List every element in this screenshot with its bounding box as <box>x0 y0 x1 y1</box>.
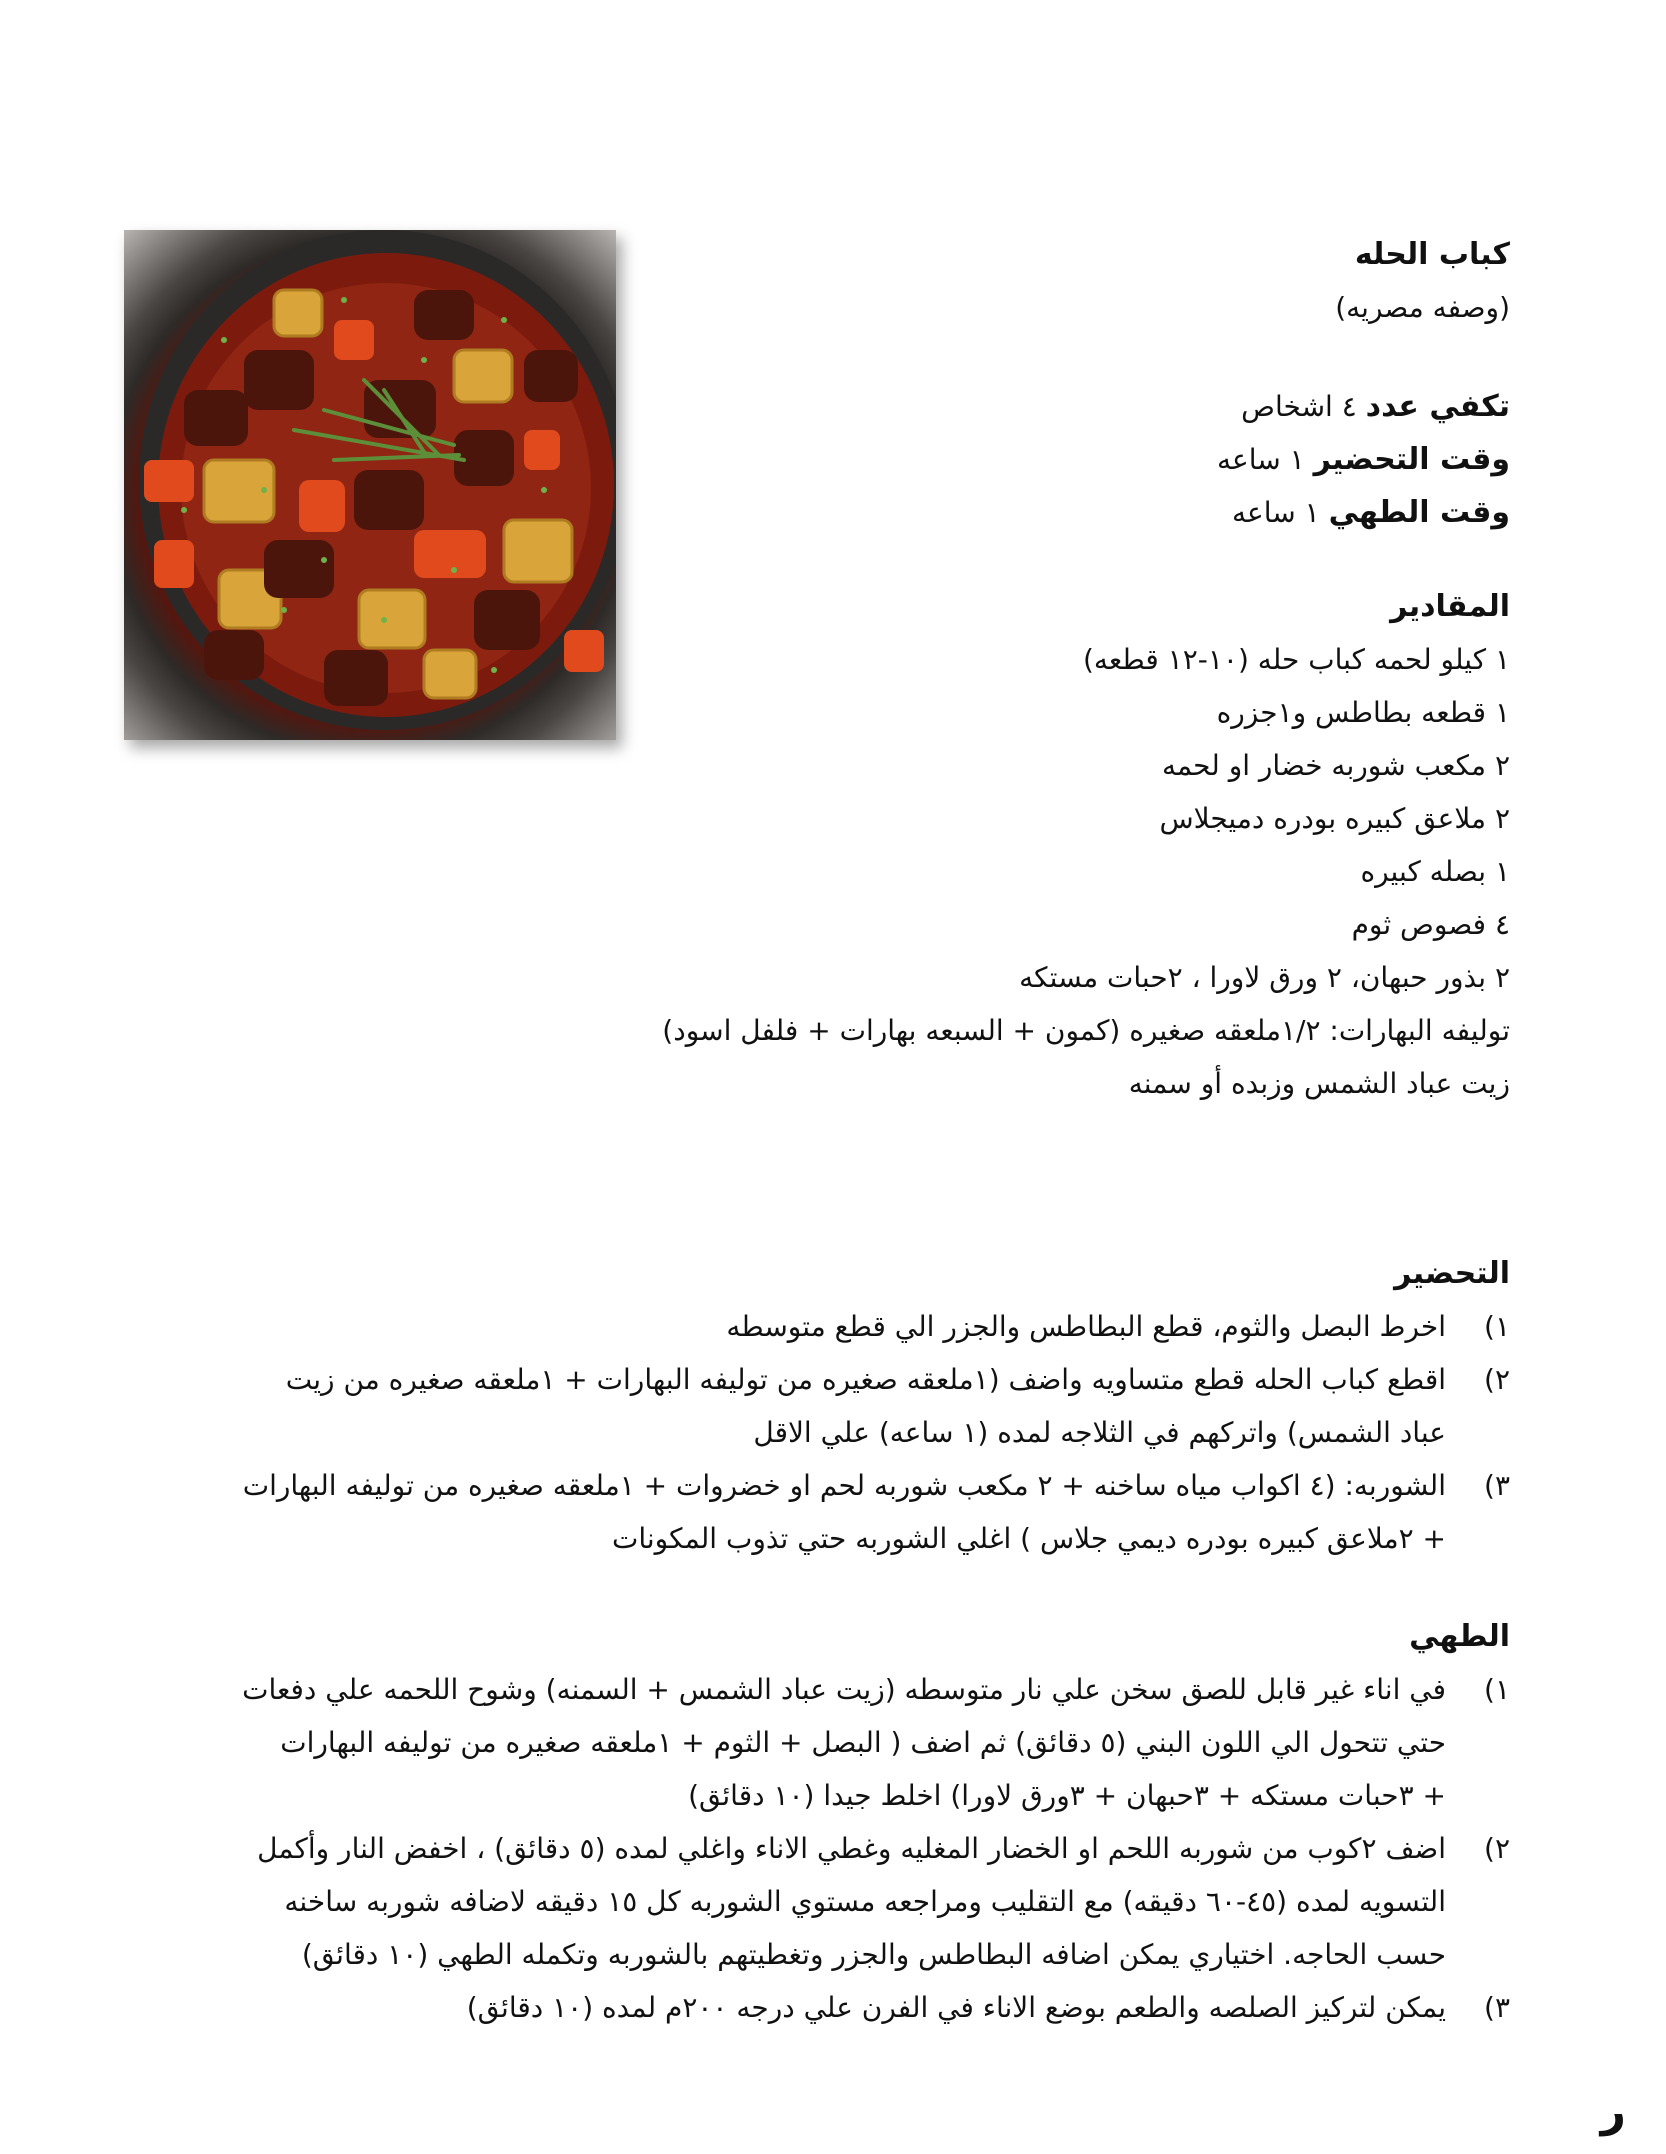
step-number: ٢) <box>1484 1832 1510 1865</box>
step-line: التسويه لمده (٤٥-٦٠ دقيقه) مع التقليب ومراجعه مستوي الشوربه كل ١٥ دقيقه لاضافه شوربه ساخنه <box>284 1885 1446 1918</box>
step-line: + ٢ملاعق كبيره بودره ديمي جلاس ) اغلي الشوربه حتي تذوب المكونات <box>611 1522 1446 1555</box>
recipe-header <box>1335 228 1510 334</box>
ingredient-item: ٤ فصوص ثوم <box>1351 908 1510 941</box>
stew-illustration <box>124 230 616 740</box>
step-line: اضف ٢كوب من شوربه اللحم او الخضار المغليه وغطي الاناء واغلي لمده (٥ دقائق) ، اخفض النار وأكمل <box>257 1832 1446 1865</box>
step-line: اقطع كباب الحله قطع متساويه واضف (١ملعقه صغيره من توليفه البهارات + ١ملعقه صغيره من زيت <box>285 1363 1446 1396</box>
ingredient-item: توليفه البهارات: ١/٢ملعقه صغيره (كمون + السبعه بهارات + فلفل اسود) <box>662 1014 1510 1047</box>
ingredient-item: ١ قطعه بطاطس و١جزره <box>1216 696 1510 729</box>
recipe-subtitle: (وصفه مصريه) <box>1335 291 1510 324</box>
prep-time-row <box>1217 433 1510 486</box>
ingredients-heading: المقادير <box>1390 589 1510 624</box>
step-line: حتي تتحول الي اللون البني (٥ دقائق) ثم اضف ( البصل + الثوم + ١ملعقه صغيره من توليفه البهارات <box>280 1726 1446 1759</box>
serves-row <box>1217 380 1510 433</box>
step-text <box>726 1300 1446 1353</box>
step-line: الشوربه: (٤ اكواب مياه ساخنه + ٢ مكعب شوربه لحم او خضروات + ١ملعقه صغيره من توليفه البهارات <box>242 1469 1446 1502</box>
preparation-section <box>80 1247 1510 1565</box>
step-line: يمكن لتركيز الصلصه والطعم بوضع الاناء في الفرن علي درجه ٢٠٠م لمده (١٠ دقائق) <box>466 1991 1446 2024</box>
step-text <box>242 1663 1446 1822</box>
cooking-section <box>80 1610 1510 2034</box>
prep-time-label: وقت التحضير <box>1313 442 1510 477</box>
ingredient-item: ٢ ملاعق كبيره بودره دميجلاس <box>1159 802 1510 835</box>
stew-photo <box>124 230 616 740</box>
ingredient-item: ٢ بذور حبهان، ٢ ورق لاورا ، ٢حبات مستكه <box>1019 961 1510 994</box>
ingredient-item: ١ كيلو لحمه كباب حله (١٠-١٢ قطعه) <box>1082 643 1510 676</box>
serves-label: تكفي عدد <box>1365 389 1510 424</box>
step-text <box>286 1353 1446 1459</box>
step-text <box>257 1822 1446 1981</box>
step-text <box>243 1459 1446 1565</box>
cooking-step <box>80 1663 1510 1822</box>
preparation-heading: التحضير <box>1394 1256 1510 1291</box>
step-line: + ٣حبات مستكه + ٣حبهان + ٣ورق لاورا) اخلط جيدا (١٠ دقائق) <box>688 1779 1446 1812</box>
step-line: في اناء غير قابل للصق سخن علي نار متوسطه (زيت عباد الشمس + السمنه) وشوح اللحمه علي دفعات <box>242 1673 1446 1706</box>
preparation-step <box>80 1300 1510 1353</box>
cook-time-row <box>1217 486 1510 539</box>
prep-time-value: ١ ساعه <box>1217 443 1314 476</box>
cooking-heading: الطهي <box>1409 1619 1510 1654</box>
cook-time-value: ١ ساعه <box>1232 496 1329 529</box>
preparation-step <box>80 1459 1510 1565</box>
cook-time-label: وقت الطهي <box>1328 495 1510 530</box>
step-line: عباد الشمس) واتركهم في الثلاجه لمده (١ ساعه) علي الاقل <box>753 1416 1446 1449</box>
cooking-step <box>80 1822 1510 1981</box>
cooking-step <box>80 1981 1510 2034</box>
serves-value: ٤ اشخاص <box>1241 390 1366 423</box>
step-number: ٢) <box>1484 1363 1510 1396</box>
preparation-step <box>80 1353 1510 1459</box>
step-line: حسب الحاجه. اختياري يمكن اضافه البطاطس والجزر وتغطيتهم بالشوربه وتكمله الطهي (١٠ دقائق) <box>301 1938 1446 1971</box>
step-text <box>467 1981 1446 2034</box>
ingredient-item: زيت عباد الشمس وزبده أو سمنه <box>1128 1067 1510 1100</box>
step-number: ١) <box>1484 1310 1510 1343</box>
corner-mark: ر <box>1600 2086 1626 2137</box>
step-number: ١) <box>1484 1673 1510 1706</box>
recipe-title: كباب الحله <box>1354 237 1510 272</box>
ingredient-item: ٢ مكعب شوربه خضار او لحمه <box>1161 749 1510 782</box>
ingredients-section <box>662 580 1510 1110</box>
step-line: اخرط البصل والثوم، قطع البطاطس والجزر الي قطع متوسطه <box>726 1310 1446 1343</box>
step-number: ٣) <box>1484 1991 1510 2024</box>
step-number: ٣) <box>1484 1469 1510 1502</box>
recipe-meta <box>1217 380 1510 539</box>
ingredient-item: ١ بصله كبيره <box>1360 855 1510 888</box>
